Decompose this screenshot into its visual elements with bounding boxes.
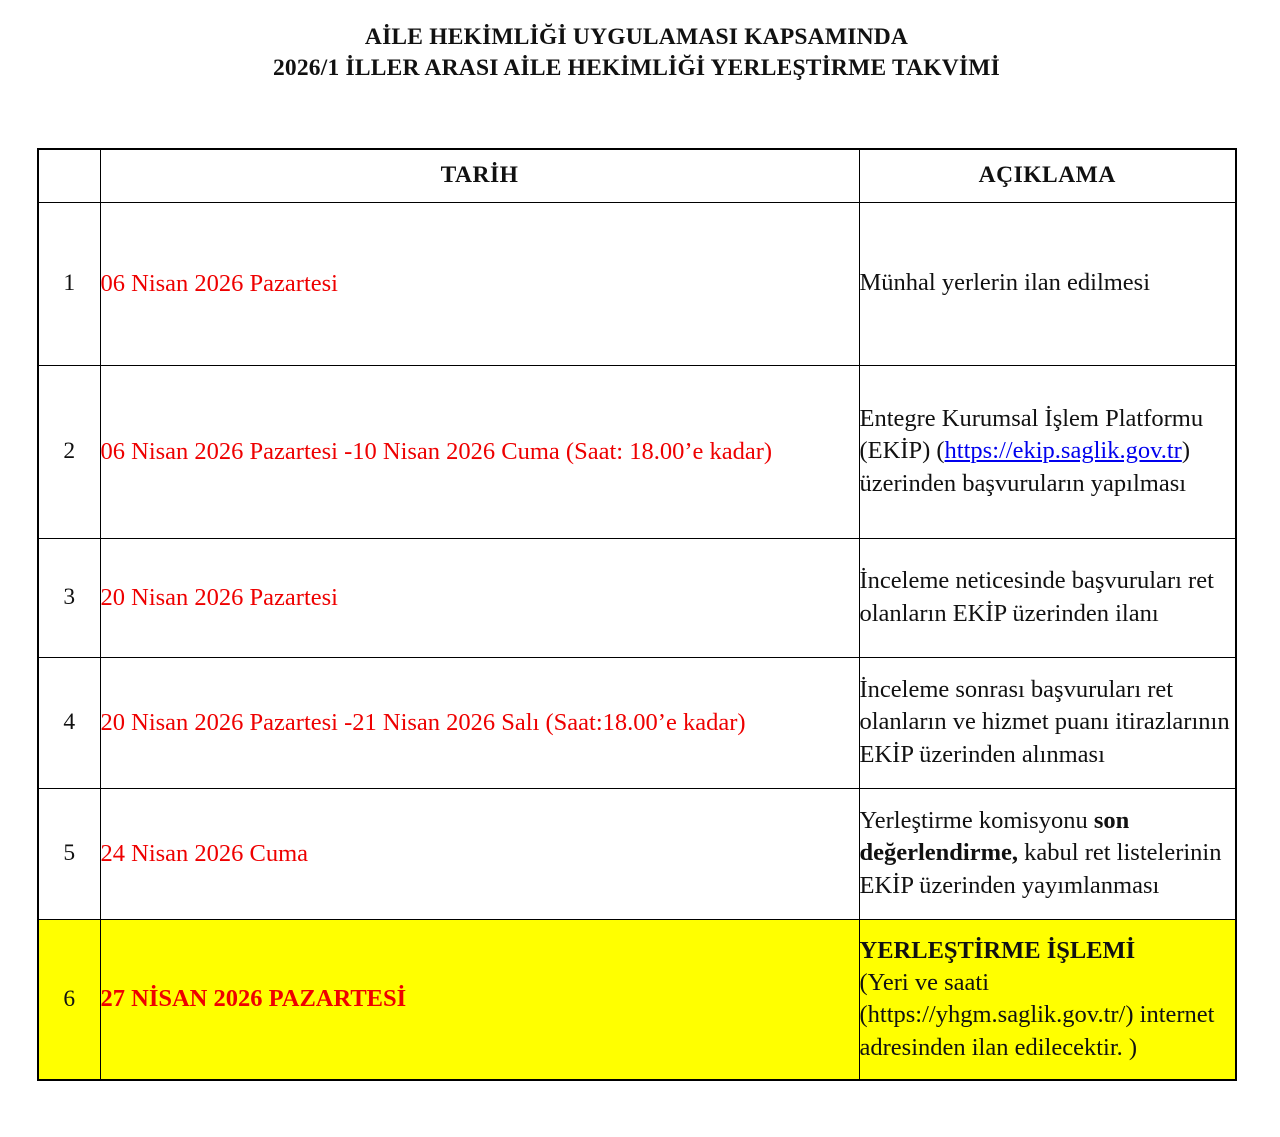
row-date: 06 Nisan 2026 Pazartesi -10 Nisan 2026 Cuma (Saat: 18.00’e kadar) xyxy=(100,365,859,538)
table-row-highlighted xyxy=(38,919,1236,1080)
row-number: 3 xyxy=(38,538,100,657)
row-date: 20 Nisan 2026 Pazartesi -21 Nisan 2026 Salı (Saat:18.00’e kadar) xyxy=(100,657,859,788)
description-bold-text: son değerlendirme, xyxy=(859,807,1130,867)
title-line-2: 2026/1 İLLER ARASI AİLE HEKİMLİĞİ YERLEŞTİRME TAKVİMİ xyxy=(272,55,1001,81)
row-description: Münhal yerlerin ilan edilmesi xyxy=(859,202,1236,365)
title-line-1: AİLE HEKİMLİĞİ UYGULAMASI KAPSAMINDA xyxy=(364,24,909,50)
row-description: İnceleme sonrası başvuruları ret olanların ve hizmet puanı itirazlarının EKİP üzerinden alınması xyxy=(859,657,1236,788)
document-title xyxy=(0,22,1273,84)
row-date: 20 Nisan 2026 Pazartesi xyxy=(100,538,859,657)
description-text: (Yeri ve saati (https://yhgm.saglik.gov.tr/) internet adresinden ilan edilecektir. ) xyxy=(859,968,1215,1061)
row-date: 27 NİSAN 2026 PAZARTESİ xyxy=(100,919,859,1080)
row-description: İnceleme neticesinde başvuruları ret olanların EKİP üzerinden ilanı xyxy=(859,538,1236,657)
header-description: AÇIKLAMA xyxy=(859,149,1236,202)
description-bold-text: YERLEŞTİRME İŞLEMİ xyxy=(859,936,1136,964)
description-text: Entegre Kurumsal İşlem Platformu (EKİP) ( xyxy=(859,405,1204,465)
row-description xyxy=(859,919,1236,1080)
table-row xyxy=(38,365,1236,538)
ekip-link[interactable]: https://ekip.saglik.gov.tr xyxy=(944,437,1182,465)
header-date: TARİH xyxy=(100,149,859,202)
row-number: 4 xyxy=(38,657,100,788)
row-date: 06 Nisan 2026 Pazartesi xyxy=(100,202,859,365)
table-header-row xyxy=(38,149,1236,202)
row-number: 5 xyxy=(38,788,100,919)
table-row xyxy=(38,788,1236,919)
row-date: 24 Nisan 2026 Cuma xyxy=(100,788,859,919)
row-description xyxy=(859,788,1236,919)
table-row xyxy=(38,202,1236,365)
row-number: 1 xyxy=(38,202,100,365)
table-row xyxy=(38,538,1236,657)
description-text: kabul ret listelerinin EKİP üzerinden yayımlanması xyxy=(859,839,1222,899)
row-number: 2 xyxy=(38,365,100,538)
description-text: Yerleştirme komisyonu xyxy=(859,807,1094,835)
header-num xyxy=(38,149,100,202)
description-text: ) üzerinden başvuruların yapılması xyxy=(859,437,1190,497)
row-number: 6 xyxy=(38,919,100,1080)
row-description xyxy=(859,365,1236,538)
schedule-table xyxy=(37,148,1237,1081)
table-row xyxy=(38,657,1236,788)
